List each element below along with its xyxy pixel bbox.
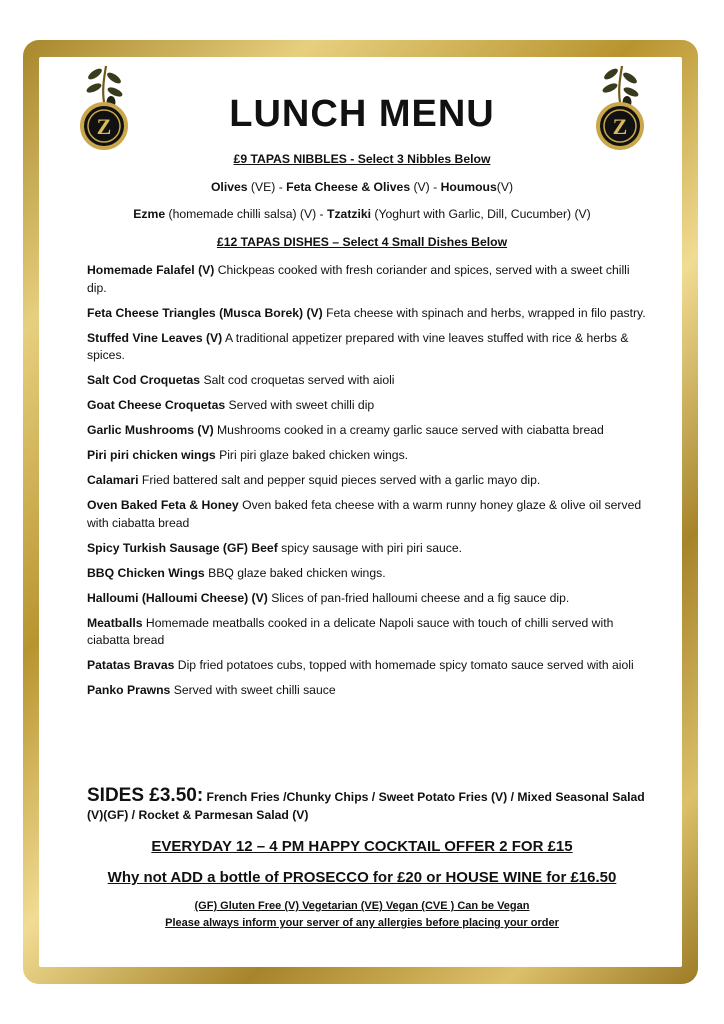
- nibble-note: (VE) -: [247, 180, 287, 194]
- nibbles-line-2: [60, 207, 664, 221]
- nibble-note: (V) -: [410, 180, 441, 194]
- dish-name: Patatas Bravas: [87, 658, 175, 672]
- dish-name: BBQ Chicken Wings: [87, 565, 205, 580]
- nibble-note: (V): [496, 180, 514, 194]
- dish-item: [87, 657, 647, 675]
- dish-description: Oven baked feta cheese with a warm runny honey glaze & olive oil served with ciabatta bread: [87, 498, 642, 530]
- dish-description: Chickpeas cooked with fresh coriander and spices, served with a sweet chilli dip.: [87, 263, 630, 295]
- dish-description: Piri piri glaze baked chicken wings.: [215, 448, 409, 462]
- dietary-key: (GF) Gluten Free (V) Vegetarian (VE) Vegan (CVE ) Can be Vegan: [194, 900, 530, 912]
- dish-item: [87, 422, 647, 440]
- dish-name: Meatballs: [87, 615, 143, 630]
- dish-name: Calamari: [87, 473, 139, 487]
- dish-item: [87, 447, 647, 465]
- dish-name: Panko Prawns: [87, 683, 171, 697]
- logo-letter: Z: [96, 114, 112, 139]
- dishes-heading: £12 TAPAS DISHES – Select 4 Small Dishes Below: [216, 235, 508, 249]
- dish-item: [87, 472, 647, 490]
- nibble-name: Tzatziki: [327, 207, 372, 221]
- dish-description: Slices of pan-fried halloumi cheese and a fig sauce dip.: [267, 590, 570, 605]
- nibble-name: Ezme: [133, 207, 166, 221]
- dish-description: Homemade meatballs cooked in a delicate Napoli sauce with touch of chilli served with ciabatta bread: [87, 615, 614, 647]
- dish-description: Feta cheese with spinach and herbs, wrapped in filo pastry.: [322, 305, 646, 320]
- dish-description: BBQ glaze baked chicken wings.: [204, 565, 386, 580]
- dish-name: Garlic Mushrooms (V): [87, 423, 214, 437]
- dish-name: Homemade Falafel (V): [87, 263, 215, 277]
- dish-item: [87, 590, 647, 608]
- dish-item: [87, 262, 647, 297]
- dish-name: Oven Baked Feta & Honey: [87, 498, 239, 512]
- dish-item: [87, 372, 647, 390]
- dish-description: Dip fried potatoes cubs, topped with homemade spicy tomato sauce served with aioli: [174, 658, 634, 672]
- dish-description: Mushrooms cooked in a creamy garlic sauce served with ciabatta bread: [213, 423, 604, 437]
- nibble-note: (homemade chilli salsa) (V) -: [165, 207, 327, 221]
- dish-name: Goat Cheese Croquetas: [87, 398, 226, 412]
- cocktail-offer: EVERYDAY 12 – 4 PM HAPPY COCKTAIL OFFER 2 FOR £15: [151, 838, 573, 855]
- nibble-note: (Yoghurt with Garlic, Dill, Cucumber) (V): [371, 207, 591, 221]
- dish-description: A traditional appetizer prepared with vine leaves stuffed with rice & herbs & spices.: [87, 330, 629, 362]
- nibble-name: Olives: [210, 180, 248, 194]
- dish-name: Piri piri chicken wings: [87, 448, 216, 462]
- page-title: LUNCH MENU: [229, 93, 495, 135]
- dish-name: Halloumi (Halloumi Cheese) (V): [87, 590, 268, 605]
- nibbles-line-1: [60, 180, 664, 194]
- dish-name: Stuffed Vine Leaves (V): [87, 330, 223, 345]
- wine-offer: Why not ADD a bottle of PROSECCO for £20 or HOUSE WINE for £16.50: [107, 869, 617, 886]
- sides-list: French Fries /Chunky Chips / Sweet Potato Fries (V) / Mixed Seasonal Salad (V)(GF) / Rocket & Parmesan Salad (V): [87, 790, 645, 822]
- nibble-name: Feta Cheese & Olives: [286, 180, 411, 194]
- dishes-list: [87, 262, 647, 707]
- dish-item: [87, 540, 647, 558]
- dish-description: Served with sweet chilli dip: [225, 398, 375, 412]
- allergy-notice: Please always inform your server of any allergies before placing your order: [165, 917, 559, 929]
- nibble-name: Houmous: [440, 180, 497, 194]
- dish-name: Feta Cheese Triangles (Musca Borek) (V): [87, 305, 323, 320]
- dish-description: Served with sweet chilli sauce: [170, 683, 336, 697]
- dish-name: Spicy Turkish Sausage (GF) Beef: [87, 540, 278, 555]
- dish-description: Salt cod croquetas served with aioli: [200, 373, 395, 387]
- sides-label: SIDES £3.50:: [87, 785, 204, 806]
- logo-letter: Z: [612, 114, 628, 139]
- dish-name: Salt Cod Croquetas: [87, 373, 201, 387]
- dish-item: [87, 397, 647, 415]
- dish-item: [87, 305, 647, 323]
- dish-item: [87, 565, 647, 583]
- nibbles-heading: £9 TAPAS NIBBLES - Select 3 Nibbles Below: [233, 152, 491, 166]
- dish-description: Fried battered salt and pepper squid pieces served with a garlic mayo dip.: [138, 473, 541, 487]
- dish-item: [87, 615, 647, 650]
- sides-section: [87, 787, 647, 824]
- dish-item: [87, 497, 647, 532]
- dish-description: spicy sausage with piri piri sauce.: [277, 540, 463, 555]
- dish-item: [87, 682, 647, 700]
- dish-item: [87, 330, 647, 365]
